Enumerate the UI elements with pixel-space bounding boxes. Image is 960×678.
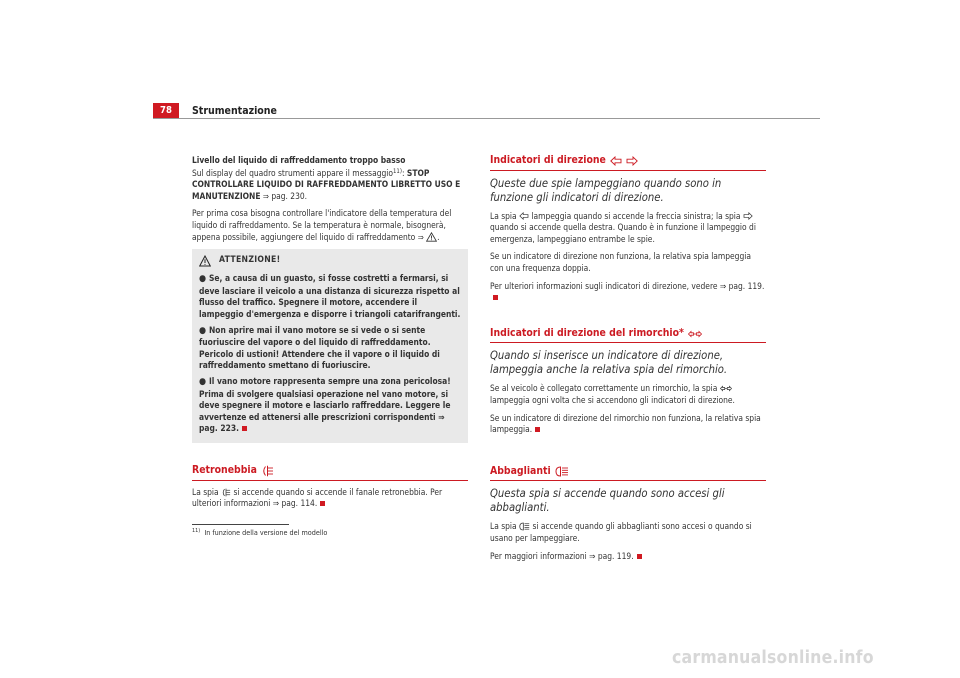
direction-paragraph-3: Per ulteriori informazioni sugli indicatori di direzione, vedere ⇒ pag. 119.: [490, 281, 766, 304]
ref-arrow: ⇒: [417, 232, 424, 242]
header-rule: [153, 118, 820, 119]
trailer-lead: Quando si inserisce un indicatore di direzione, lampeggia anche la relativa spia del rimorchio.: [490, 349, 728, 377]
coolant-text-2: Per prima cosa bisogna controllare l'indicatore della temperatura del liquido di raffreddamento. Se la temperatura è normale, bisognerà, appena possibile, aggiungere del liquido di raffreddamento: [192, 208, 452, 242]
warning-item: ● Se, a causa di un guasto, si fosse costretti a fermarsi, si deve lasciare il veicolo a una distanza di sicurezza rispetto al flusso del traffico. Spegnere il motore, accendere il lampeggio d'emergenza e disporre i triangoli catarifrangenti.: [199, 273, 461, 319]
trailer-paragraph-1: Se al veicolo è collegato correttamente un rimorchio, la spia lampeggia ogni volta che si accendono gli indicatori di direzione.: [490, 383, 735, 405]
warning-box: [192, 249, 468, 443]
warning-triangle-icon: [199, 255, 211, 267]
end-mark-icon: [637, 554, 642, 559]
watermark: carmanualsonline.info: [672, 648, 874, 668]
right-column: [490, 155, 766, 568]
warning-triangle-icon: [426, 232, 437, 242]
coolant-heading: Livello del liquido di raffreddamento troppo basso: [192, 155, 406, 165]
trailer-turn-icon: [720, 385, 732, 392]
direction-rule: [490, 170, 766, 171]
high-beam-paragraph-1: La spia si accende quando gli abbaglianti sono accesi o quando si usano per lampeggiare.: [490, 521, 752, 543]
direction-title: Indicatori di direzione: [490, 155, 766, 167]
turn-left-icon: [610, 156, 622, 166]
warning-item: ● Il vano motore rappresenta sempre una zona pericolosa! Prima di svolgere qualsiasi operazione nel vano motore, si deve spegnere il motore e lasciarlo raffreddare. Leggere le avvertenze ed attenersi alle prescrizioni corrispondenti ⇒ pag. 223.: [199, 375, 451, 434]
high-beam-title: Abbaglianti: [490, 466, 766, 478]
end-mark-icon: [535, 427, 540, 432]
direction-paragraph-2: Se un indicatore di direzione non funziona, la relativa spia lampeggia con una frequenza doppia.: [490, 251, 751, 273]
high-beam-icon: [519, 522, 530, 531]
trailer-rule: [490, 342, 766, 343]
bullet-icon: ●: [199, 376, 207, 387]
left-column: [192, 155, 468, 516]
retro-title: Retronebbia: [192, 465, 468, 477]
direction-paragraph-1: La spia lampeggia quando si accende la freccia sinistra; la spia quando si accende quella destra. Quando è in funzione il lampeggio di emergenza, lampeggiano entrambe le spie.: [490, 210, 756, 244]
retro-rule: [192, 480, 468, 481]
coolant-page-ref[interactable]: pag. 230.: [268, 190, 308, 201]
coolant-message: STOP CONTROLLARE LIQUIDO DI RAFFREDDAMENTO LIBRETTO USO E MANUTENZIONE: [192, 167, 461, 201]
retro-paragraph: La spia si accende quando si accende il fanale retronebbia. Per ulteriori informazioni ⇒ pag. 114.: [192, 486, 443, 509]
coolant-paragraph-2: Per prima cosa bisogna controllare l'indicatore della temperatura del liquido di raffreddamento. Se la temperatura è normale, bisognerà, appena possibile, aggiungere del liquido di raffreddamento ⇒ .: [192, 208, 452, 242]
warning-header: [199, 255, 461, 267]
warning-page-ref[interactable]: ⇒ pag. 223.: [199, 411, 445, 434]
turn-right-icon: [743, 212, 753, 220]
warning-item: ● Non aprire mai il vano motore se si vede o si sente fuoriuscire del vapore o del liquido di raffreddamento. Pericolo di ustioni! Attendere che il vapore o il liquido di raffreddamento smettano di fuoriuscire.: [199, 324, 440, 371]
footnote: $^{11)}$ In funzione della versione del modello: [192, 528, 328, 537]
warning-title: ATTENZIONE!: [219, 255, 281, 266]
bullet-icon: ●: [199, 325, 207, 336]
coolant-text-b: :: [401, 167, 407, 178]
coolant-paragraph-1: [192, 168, 468, 203]
ref-arrow: ⇒: [262, 191, 269, 201]
turn-left-icon: [519, 212, 529, 220]
rear-fog-light-icon: [261, 465, 274, 477]
trailer-title: Indicatori di direzione del rimorchio*: [490, 328, 766, 340]
direction-lead: Queste due spie lampeggiano quando sono in funzione gli indicatori di direzione.: [490, 176, 722, 204]
end-mark-icon: [320, 501, 325, 506]
trailer-turn-icon: [688, 330, 702, 338]
turn-right-icon: [626, 156, 638, 166]
end-mark-icon: [493, 295, 498, 300]
footnote-ref: 11): [392, 167, 402, 175]
coolant-text-a: Sul display del quadro strumenti appare il messaggio: [192, 167, 393, 178]
rear-fog-light-icon: [221, 488, 231, 497]
footnote-rule: [192, 524, 289, 525]
high-beam-lead: Questa spia si accende quando sono accesi gli abbaglianti.: [490, 487, 725, 515]
high-beam-paragraph-2: Per maggiori informazioni ⇒ pag. 119.: [490, 551, 766, 563]
page-number: 78: [153, 103, 179, 118]
trailer-paragraph-2: Se un indicatore di direzione del rimorchio non funziona, la relativa spia lampeggia.: [490, 412, 761, 435]
high-beam-rule: [490, 480, 766, 481]
header-title: Strumentazione: [192, 105, 277, 117]
bullet-icon: ●: [199, 274, 207, 285]
high-beam-icon: [555, 466, 569, 477]
end-mark-icon: [242, 426, 247, 431]
